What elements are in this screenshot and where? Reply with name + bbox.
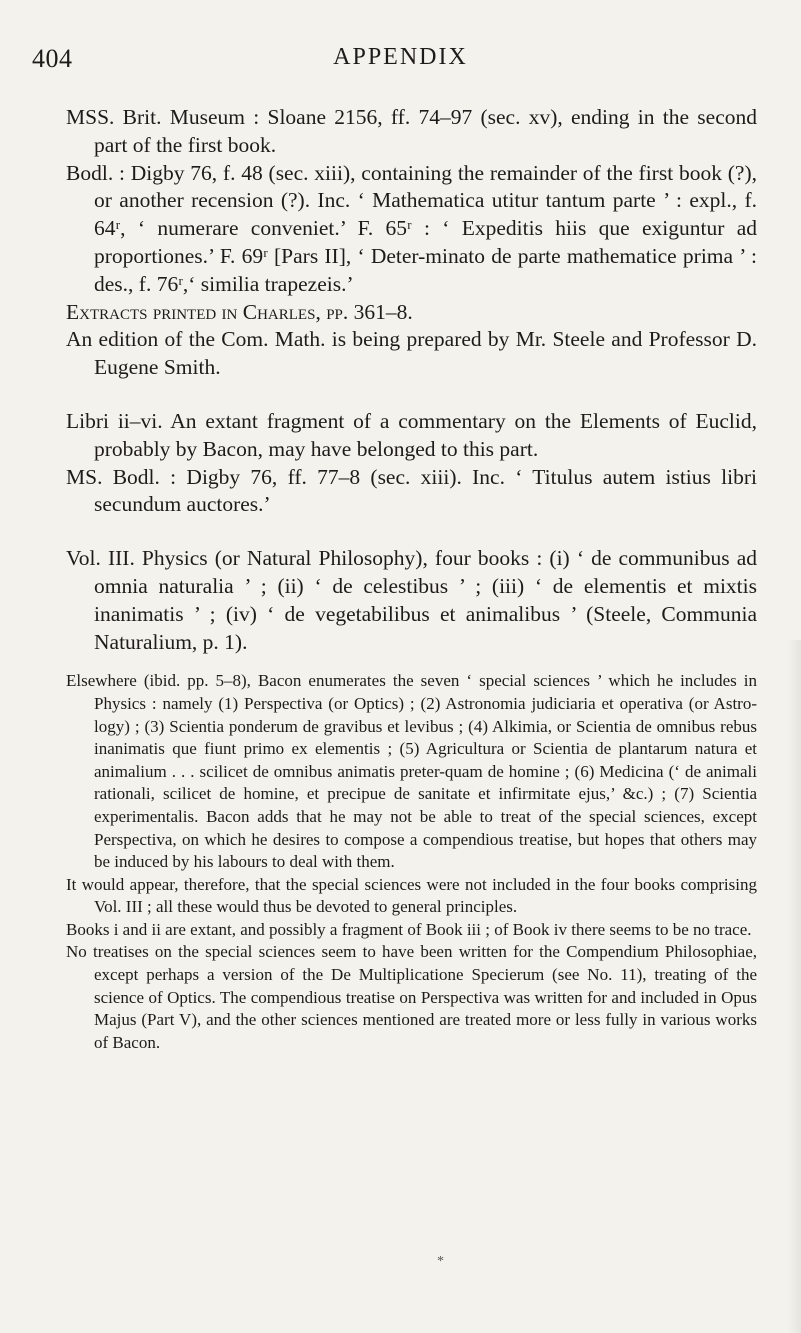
page-header (0, 44, 801, 84)
section-gap (0, 519, 801, 545)
paragraph-bodl-digby: Bodl. : Digby 76, f. 48 (sec. xiii), containing the remainder of the first book (?), or another recension (?). Inc. ‘ Mathematica utitur tantum parte ’ : expl., f. 64ʳ, ‘ numerare conveniet.’ F. 65ʳ : ‘ Expeditis hiis que exiguntur ad proportiones.’ F. 69ʳ [Pars II], ‘ Deter-minato de parte mathematice prima ’ : des., f. 76ʳ,‘ similia trapezeis.’ (66, 160, 757, 296)
page-number: 404 (32, 44, 73, 73)
note-no-treatises: No treatises on the special sciences seem to have been written for the Compendium Philosophiae, except perhaps a version of the De Multiplicatione Specierum (see No. 11), treating of the science of Optics. The compendious treatise on Perspectiva was written for and included in Opus Majus (Part V), and the other sciences mentioned are treated more or less fully in various works of Bacon. (66, 942, 757, 1052)
page-edge-shadow (787, 640, 801, 1333)
paragraph-vol-iii: Vol. III. Physics (or Natural Philosophy), four books : (i) ‘ de communibus ad omnia naturalia ’ ; (ii) ‘ de celestibus ’ ; (iii) ‘ de elementis et mixtis inanimatis ’ ; (iv) ‘ de vegetabilibus et animalibus ’ (Steele, Communia Naturalium, p. 1). (66, 546, 757, 654)
section-gap (0, 656, 801, 670)
paragraph-libri: Libri ii–vi. An extant fragment of a commentary on the Elements of Euclid, probably by Bacon, may have belonged to this part. (66, 408, 757, 461)
page-body (0, 104, 801, 1054)
footer-mark: * (437, 1254, 444, 1269)
section-gap (0, 382, 801, 408)
note-would-appear: It would appear, therefore, that the special sciences were not included in the four books comprising Vol. III ; all these would thus be devoted to general principles. (66, 874, 757, 917)
note-books-extant: Books i and ii are extant, and possibly a fragment of Book iii ; of Book iv there seems to be no trace. (66, 919, 752, 939)
running-head: APPENDIX (333, 44, 468, 70)
paragraph-ms-bodl: MS. Bodl. : Digby 76, ff. 77–8 (sec. xiii). Inc. ‘ Titulus autem istius libri secundum auctores.’ (66, 464, 757, 517)
paragraph-extracts: Extracts printed in Charles, pp. 361–8. (66, 299, 413, 324)
paragraph-edition: An edition of the Com. Math. is being prepared by Mr. Steele and Professor D. Eugene Smith. (66, 327, 757, 380)
paragraph-sloane-ms: MSS. Brit. Museum : Sloane 2156, ff. 74–97 (sec. xv), ending in the second part of the first book. (66, 105, 757, 157)
note-special-sciences: Elsewhere (ibid. pp. 5–8), Bacon enumerates the seven ‘ special sciences ’ which he includes in Physics : namely (1) Perspectiva (or Optics) ; (2) Astronomia judiciaria et operativa (or Astro-logy) ; (3) Scientia ponderum de gravibus et levibus ; (4) Alkimia, or Scientia de omnibus rebus inanimatis que fiunt primo ex elementis ; (5) Agricultura or Scientia de plantarum natura et animalium . . . scilicet de omnibus animatis preter-quam de homine ; (6) Medicina (‘ de animali rationali, scilicet de homine, et precipue de sanitate et infirmitate ejus,’ &c.) ; (7) Scientia experimentalis. Bacon adds that he may not be able to treat of the special sciences, except Perspectiva, on which he desires to compose a compendious treatise, but hopes that others may be induced by his labours to deal with them. (66, 671, 757, 872)
